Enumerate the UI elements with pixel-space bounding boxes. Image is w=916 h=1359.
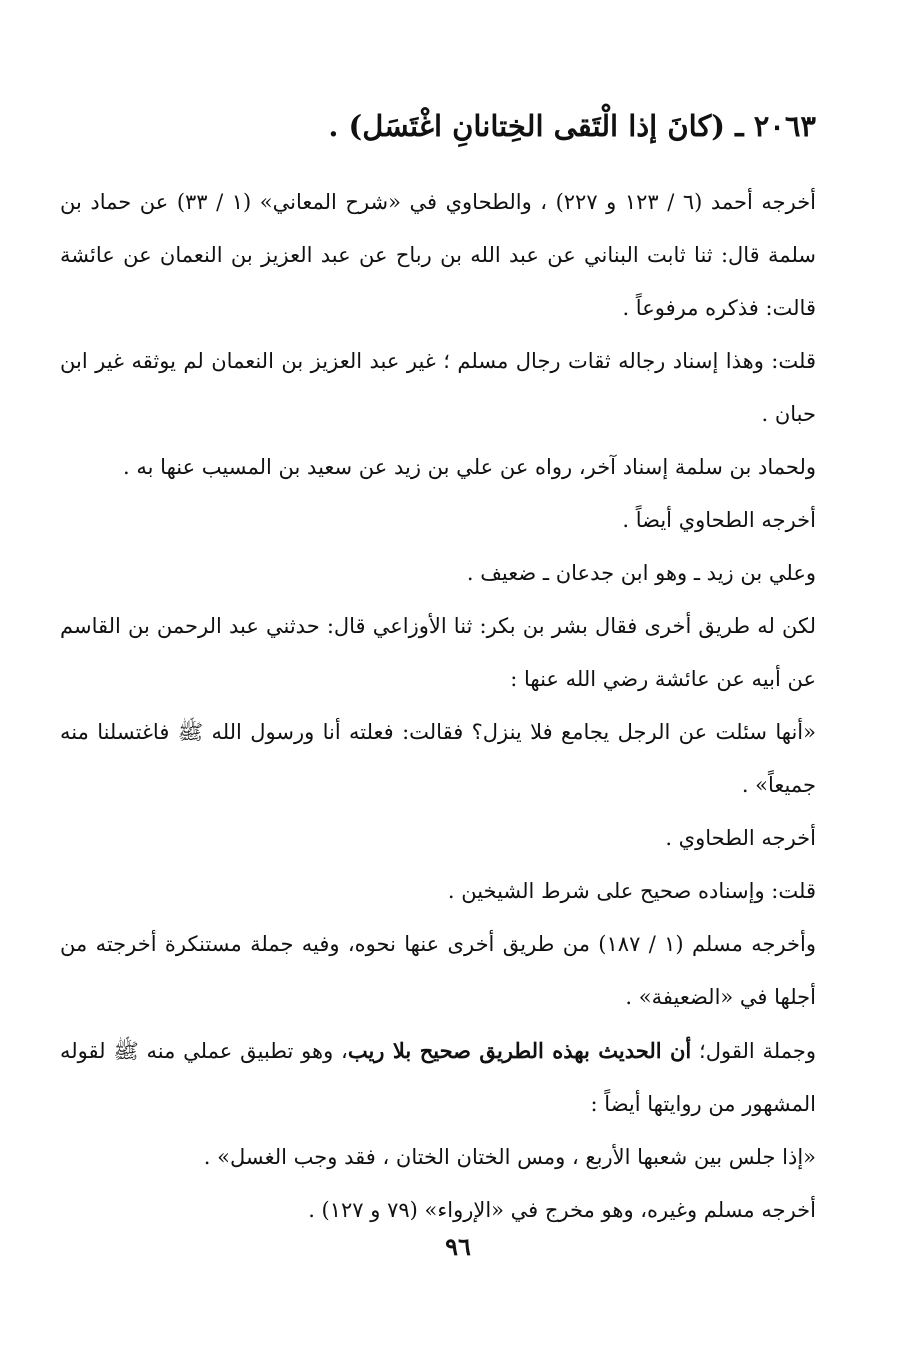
conclusion-rest: ، وهو تطبيق عملي منه ﷺ لقوله المشهور من روايتها أيضاً :	[60, 1039, 816, 1116]
page-number: ٩٦	[445, 1232, 471, 1261]
document-body	[60, 176, 816, 1237]
conclusion-bold: أن الحديث بهذه الطريق صحيح بلا ريب	[347, 1038, 692, 1063]
paragraph: قلت: وهذا إسناد رجاله ثقات رجال مسلم ؛ غير عبد العزيز بن النعمان لم يوثقه غير ابن حبان .	[60, 349, 816, 426]
quote-paragraph: «إذا جلس بين شعبها الأربع ، ومس الختان الختان ، فقد وجب الغسل» .	[203, 1145, 816, 1169]
paragraph: ولحماد بن سلمة إسناد آخر، رواه عن علي بن زيد عن سعيد بن المسيب عنها به .	[123, 455, 816, 479]
document-page	[60, 0, 816, 1359]
paragraph: وأخرجه مسلم (١ / ١٨٧) من طريق أخرى عنها نحوه، وفيه جملة مستنكرة أخرجته من أجلها في «الضعيفة» .	[60, 932, 816, 1009]
paragraph: أخرجه مسلم وغيره، وهو مخرج في «الإرواء» (٧٩ و ١٢٧) .	[308, 1198, 816, 1222]
conclusion-intro: وجملة القول؛	[691, 1039, 816, 1063]
paragraph: وعلي بن زيد ـ وهو ابن جدعان ـ ضعيف .	[466, 561, 816, 585]
conclusion-paragraph	[60, 1024, 816, 1131]
paragraph: أخرجه الطحاوي أيضاً .	[622, 508, 816, 532]
paragraph: أخرجه أحمد (٦ / ١٢٣ و ٢٢٧) ، والطحاوي في «شرح المعاني» (١ / ٣٣) عن حماد بن سلمة قال: ثنا ثابت البناني عن عبد الله بن رباح عن عبد العزيز بن النعمان عن عائشة قالت: فذكره مرفوعاً .	[60, 190, 817, 320]
paragraph: لكن له طريق أخرى فقال بشر بن بكر: ثنا الأوزاعي قال: حدثني عبد الرحمن بن القاسم عن أبيه عن عائشة رضي الله عنها :	[60, 614, 816, 691]
paragraph: قلت: وإسناده صحيح على شرط الشيخين .	[447, 879, 816, 903]
quote-paragraph: «أنها سئلت عن الرجل يجامع فلا ينزل؟ فقالت: فعلته أنا ورسول الله ﷺ فاغتسلنا منه جميعاً» .	[60, 720, 816, 797]
hadith-heading: ٢٠٦٣ ـ (كانَ إذا الْتَقى الخِتانانِ اغْتَسَل) .	[328, 109, 816, 143]
paragraph: أخرجه الطحاوي .	[665, 826, 816, 850]
